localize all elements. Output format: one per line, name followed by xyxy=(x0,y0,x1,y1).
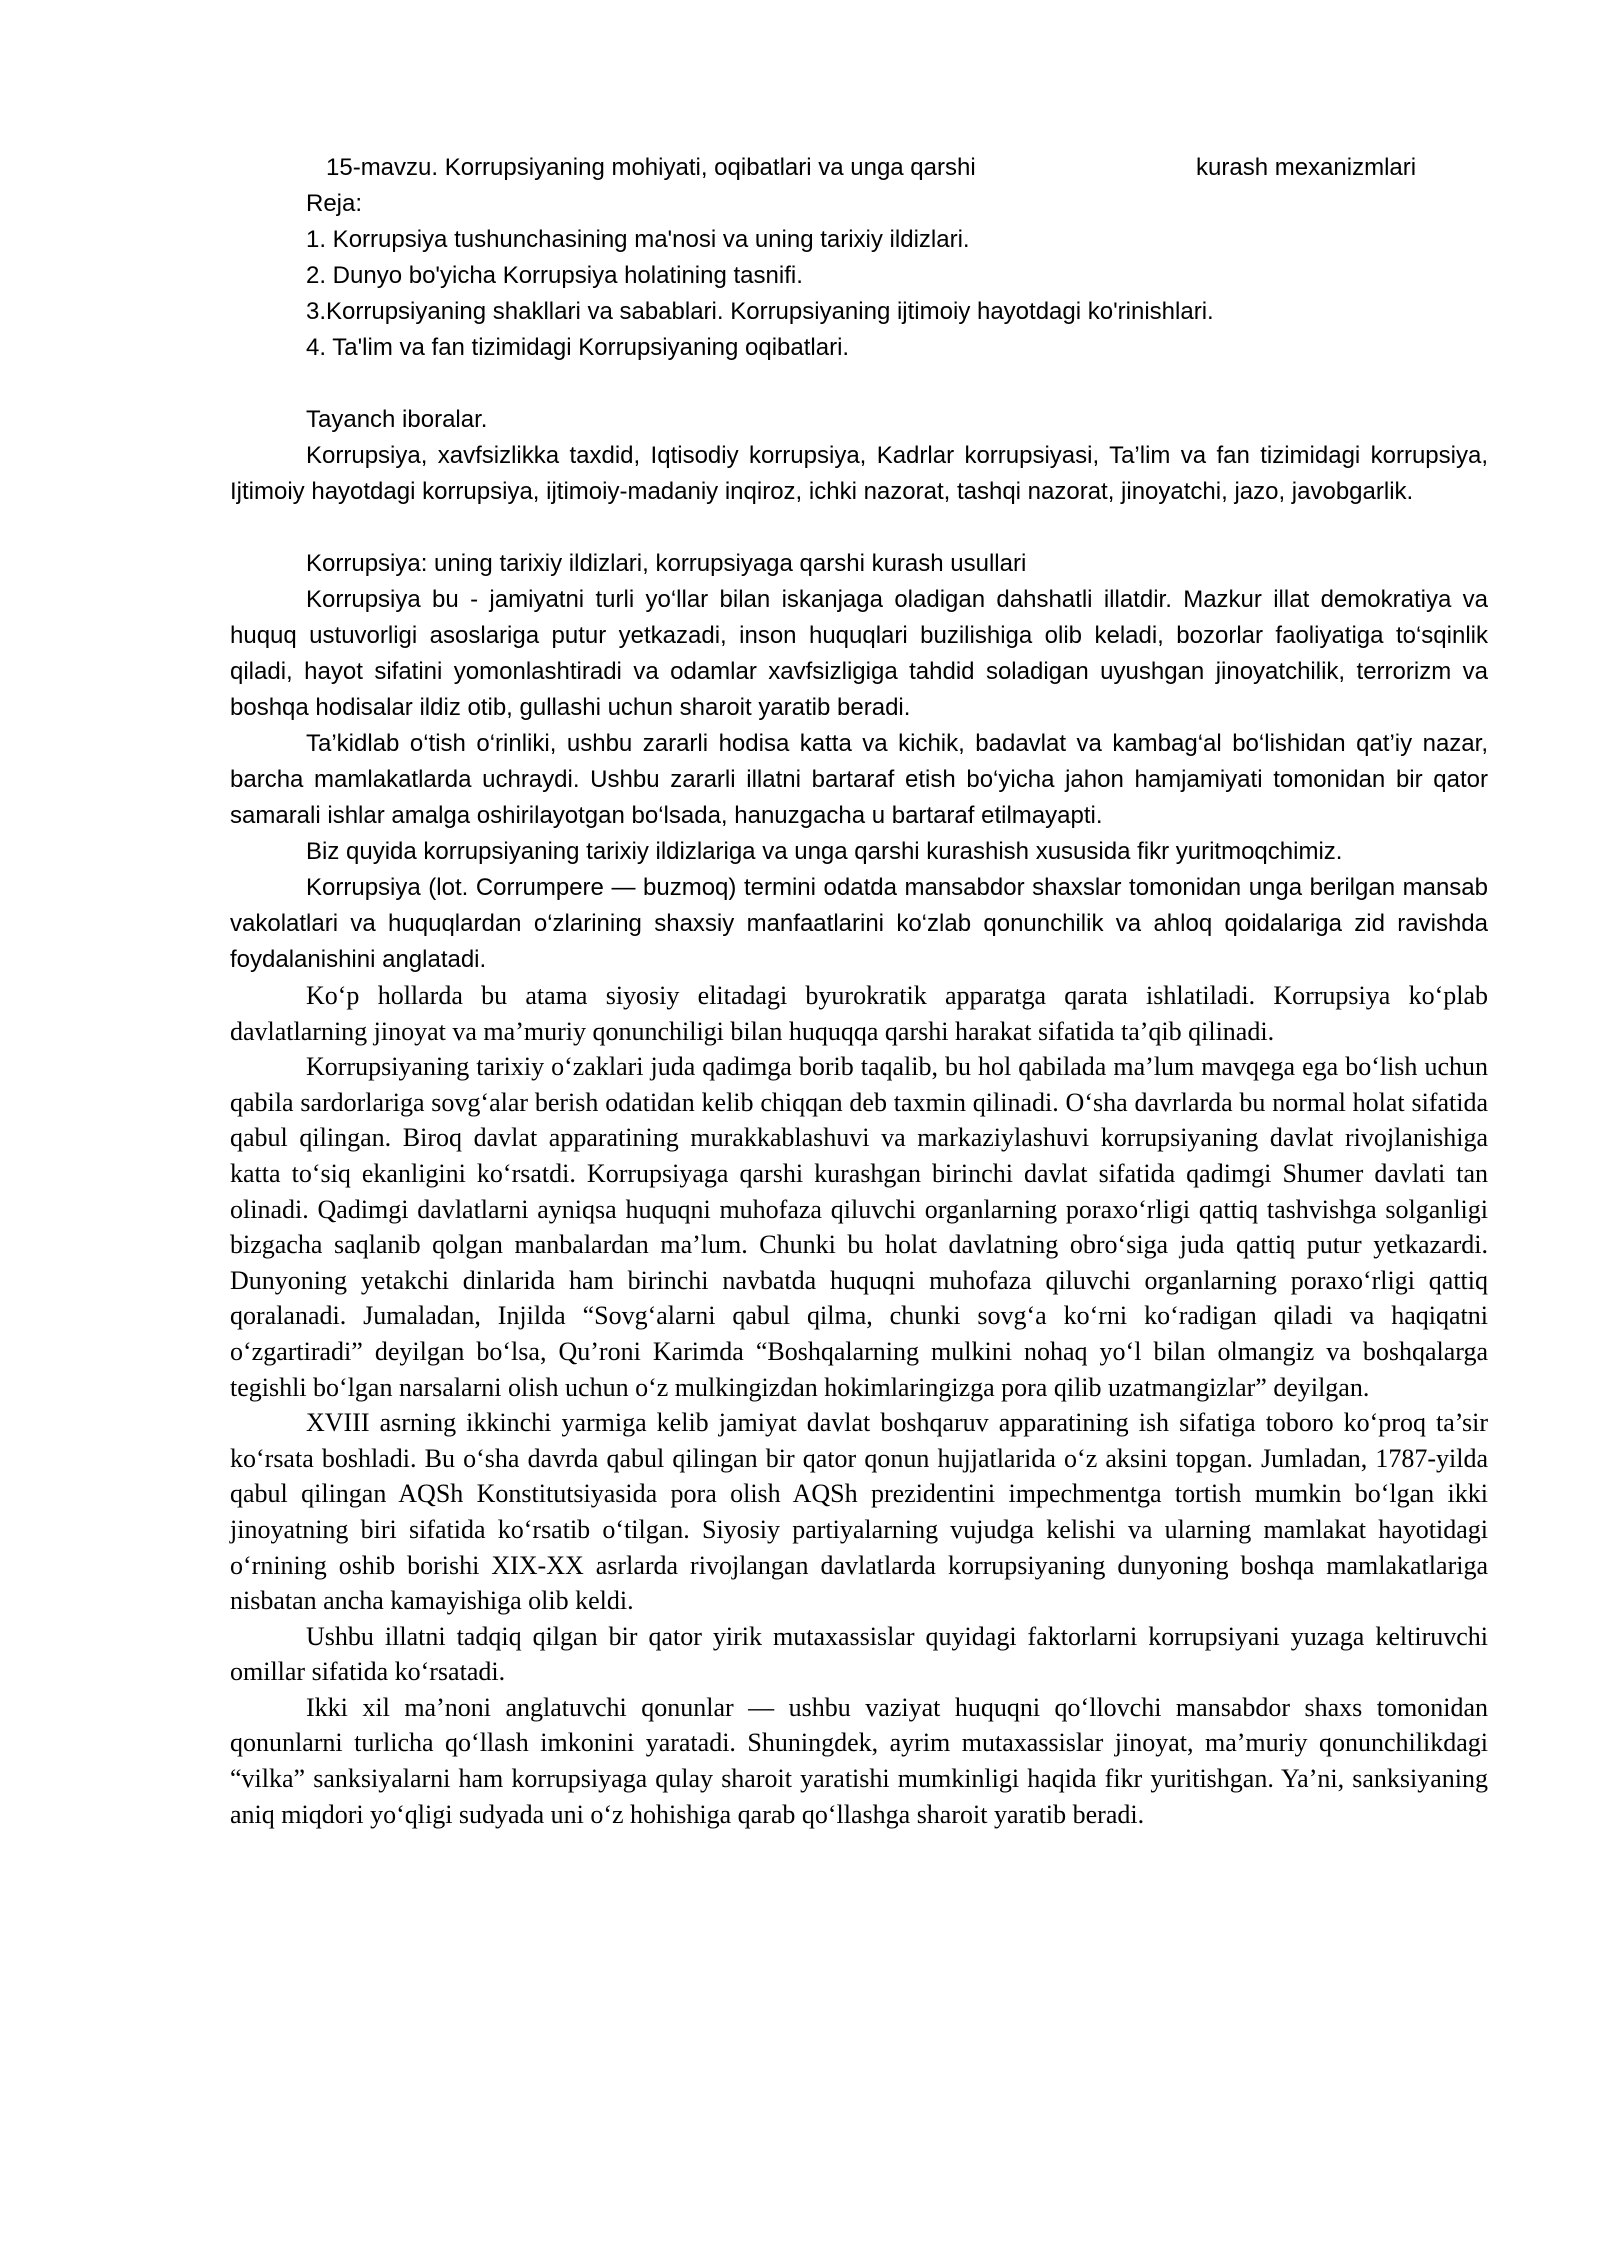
paragraph: Korrupsiya (lot. Corrumpere — buzmoq) termini odatda mansabdor shaxslar tomonidan unga berilgan mansab vakolatlari va huquqlardan o‘zlarining shaxsiy manfaatlarini ko‘zlab qonunchilik va ahloq qoidalariga zid ravishda foydalanishini anglatadi. xyxy=(230,874,1488,973)
paragraph: Ko‘p hollarda bu atama siyosiy elitadagi byurokratik apparatga qarata ishlatiladi. Korrupsiya ko‘plab davlatlarning jinoyat va ma’muriy qonunchiligi bilan huquqqa qarshi harakat sifatida ta’qib qilinadi. xyxy=(230,981,1488,1046)
paragraph: Ta’kidlab o‘tish o‘rinliki, ushbu zararli hodisa katta va kichik, badavlat va kambag‘al bo‘lishidan qat’iy nazar, barcha mamlakatlarda uchraydi. Ushbu zararli illatni bartaraf etish bo‘yicha jahon hamjamiyati tomonidan bir qator samarali ishlar amalga oshirilayotgan bo‘lsada, hanuzgacha u bartaraf etilmayapti. xyxy=(230,730,1488,829)
spacer xyxy=(230,510,1488,546)
paragraph: Ushbu illatni tadqiq qilgan bir qator yirik mutaxassislar quyidagi faktorlarni korrupsiyani yuzaga keltiruvchi omillar sifatida ko‘rsatadi. xyxy=(230,1621,1488,1687)
plan-block xyxy=(306,186,1488,366)
paragraph: Biz quyida korrupsiyaning tarixiy ildizlariga va unga qarshi kurashish xususida fikr yuritmoqchimiz. xyxy=(306,838,1343,865)
plan-item: 1. Korrupsiya tushunchasining ma'nosi va uning tarixiy ildizlari. xyxy=(306,226,970,253)
plan-item: 4. Ta'lim va fan tizimidagi Korrupsiyaning oqibatlari. xyxy=(306,334,850,361)
sans-section xyxy=(230,150,1488,978)
paragraph: Ikki xil ma’noni anglatuvchi qonunlar — ushbu vaziyat huquqni qo‘llovchi mansabdor shaxs tomonidan qonunlarni turlicha qo‘llash imkonini yaratadi. Shuningdek, ayrim mutaxassislar jinoyat, ma’muriy qonunchilikdagi “vilka” sanksiyalarni ham korrupsiyaga qulay sharoit yaratishi mumkinligi haqida fikr yuritishgan. Ya’ni, sanksiyaning aniq miqdori yo‘qligi sudyada uni o‘z hohishiga qarab qo‘llashga sharoit yaratib beradi. xyxy=(230,1692,1488,1829)
topic-title xyxy=(326,150,1488,186)
section-heading: Korrupsiya: uning tarixiy ildizlari, korrupsiyaga qarshi kurash usullari xyxy=(306,550,1027,577)
plan-item: 3.Korrupsiyaning shakllari va sabablari. Korrupsiyaning ijtimoiy hayotdagi ko'rinishlari. xyxy=(306,298,1214,325)
plan-item: 2. Dunyo bo'yicha Korrupsiya holatining tasnifi. xyxy=(306,262,803,289)
topic-title-left: 15-mavzu. Korrupsiyaning mohiyati, oqibatlari va unga qarshi xyxy=(326,154,976,181)
topic-title-right: kurash mexanizmlari xyxy=(1196,154,1417,181)
spacer xyxy=(230,366,1488,402)
document-body xyxy=(230,150,1488,1832)
paragraph: XVIII asrning ikkinchi yarmiga kelib jamiyat davlat boshqaruv apparatining ish sifatiga toboro ko‘proq ta’sir ko‘rsata boshladi. Bu o‘sha davrda qabul qilingan bir qator qonun hujjatlarida o‘z aksini topgan. Jumladan, 1787-yilda qabul qilingan AQSh Konstitutsiyasida pora olish AQSh prezidentini impechmentga tortish mumkin bo‘lgan ikki jinoyatning biri sifatida ko‘rsatib o‘tilgan. Siyosiy partiyalarning vujudga kelishi va ularning mamlakat hayotidagi o‘rnining oshib borishi XIX-XX asrlarda rivojlangan davlatlarda korrupsiyaning dunyoning boshqa mamlakatlariga nisbatan ancha kamayishiga olib keldi. xyxy=(230,1408,1488,1616)
keywords-heading: Tayanch iboralar. xyxy=(306,406,488,433)
serif-section xyxy=(230,978,1488,1832)
keywords-text: Korrupsiya, xavfsizlikka taxdid, Iqtisodiy korrupsiya, Kadrlar korrupsiyasi, Ta’lim va fan tizimidagi korrupsiya, Ijtimoiy hayotdagi korrupsiya, ijtimoiy-madaniy inqiroz, ichki nazorat, tashqi nazorat, jinoyatchi, jazo, javobgarlik. xyxy=(230,442,1488,505)
paragraph: Korrupsiyaning tarixiy o‘zaklari juda qadimga borib taqalib, bu hol qabilada ma’lum mavqega ega bo‘lish uchun qabila sardorlariga sovg‘alar berish odatidan kelib chiqqan deb taxmin qilinadi. O‘sha davrlarda bu normal holat sifatida qabul qilingan. Biroq davlat apparatining murakkablashuvi va markaziylashuvi korrupsiyaning davlat rivojlanishiga katta to‘siq ekanligini ko‘rsatdi. Korrupsiyaga qarshi kurashgan birinchi davlat sifatida qadimgi Shumer davlati tan olinadi. Qadimgi davlatlarni ayniqsa huquqni muhofaza qiluvchi organlarning poraxo‘rligi qattiq tashvishga solganligi bizgacha saqlanib qolgan manbalardan ma’lum. Chunki bu holat davlatning obro‘siga juda qattiq putur yetkazardi. Dunyoning yetakchi dinlarida ham birinchi navbatda huquqni muhofaza qiluvchi organlarning poraxo‘rligi qattiq qoralanadi. Jumaladan, Injilda “Sovg‘alarni qabul qilma, chunki sovg‘a ko‘rni ko‘radigan qiladi va haqiqatni o‘zgartiradi” deyilgan bo‘lsa, Qu’roni Karimda “Boshqalarning mulkini nohaq yo‘l bilan olmangiz va boshqalarga tegishli bo‘lgan narsalarni olish uchun o‘z mulkingizdan hokimlaringizga pora qilib uzatmangizlar” deyilgan. xyxy=(230,1052,1488,1402)
paragraph: Korrupsiya bu - jamiyatni turli yo‘llar bilan iskanjaga oladigan dahshatli illatdir. Mazkur illat demokratiya va huquq ustuvorligi asoslariga putur yetkazadi, inson huquqlari buzilishiga olib keladi, bozorlar faoliyatiga to‘sqinlik qiladi, hayot sifatini yomonlashtiradi va odamlar xavfsizligiga tahdid soladigan uyushgan jinoyatchilik, terrorizm va boshqa hodisalar ildiz otib, gullashi uchun sharoit yaratib beradi. xyxy=(230,586,1488,721)
plan-heading: Reja: xyxy=(306,190,363,217)
